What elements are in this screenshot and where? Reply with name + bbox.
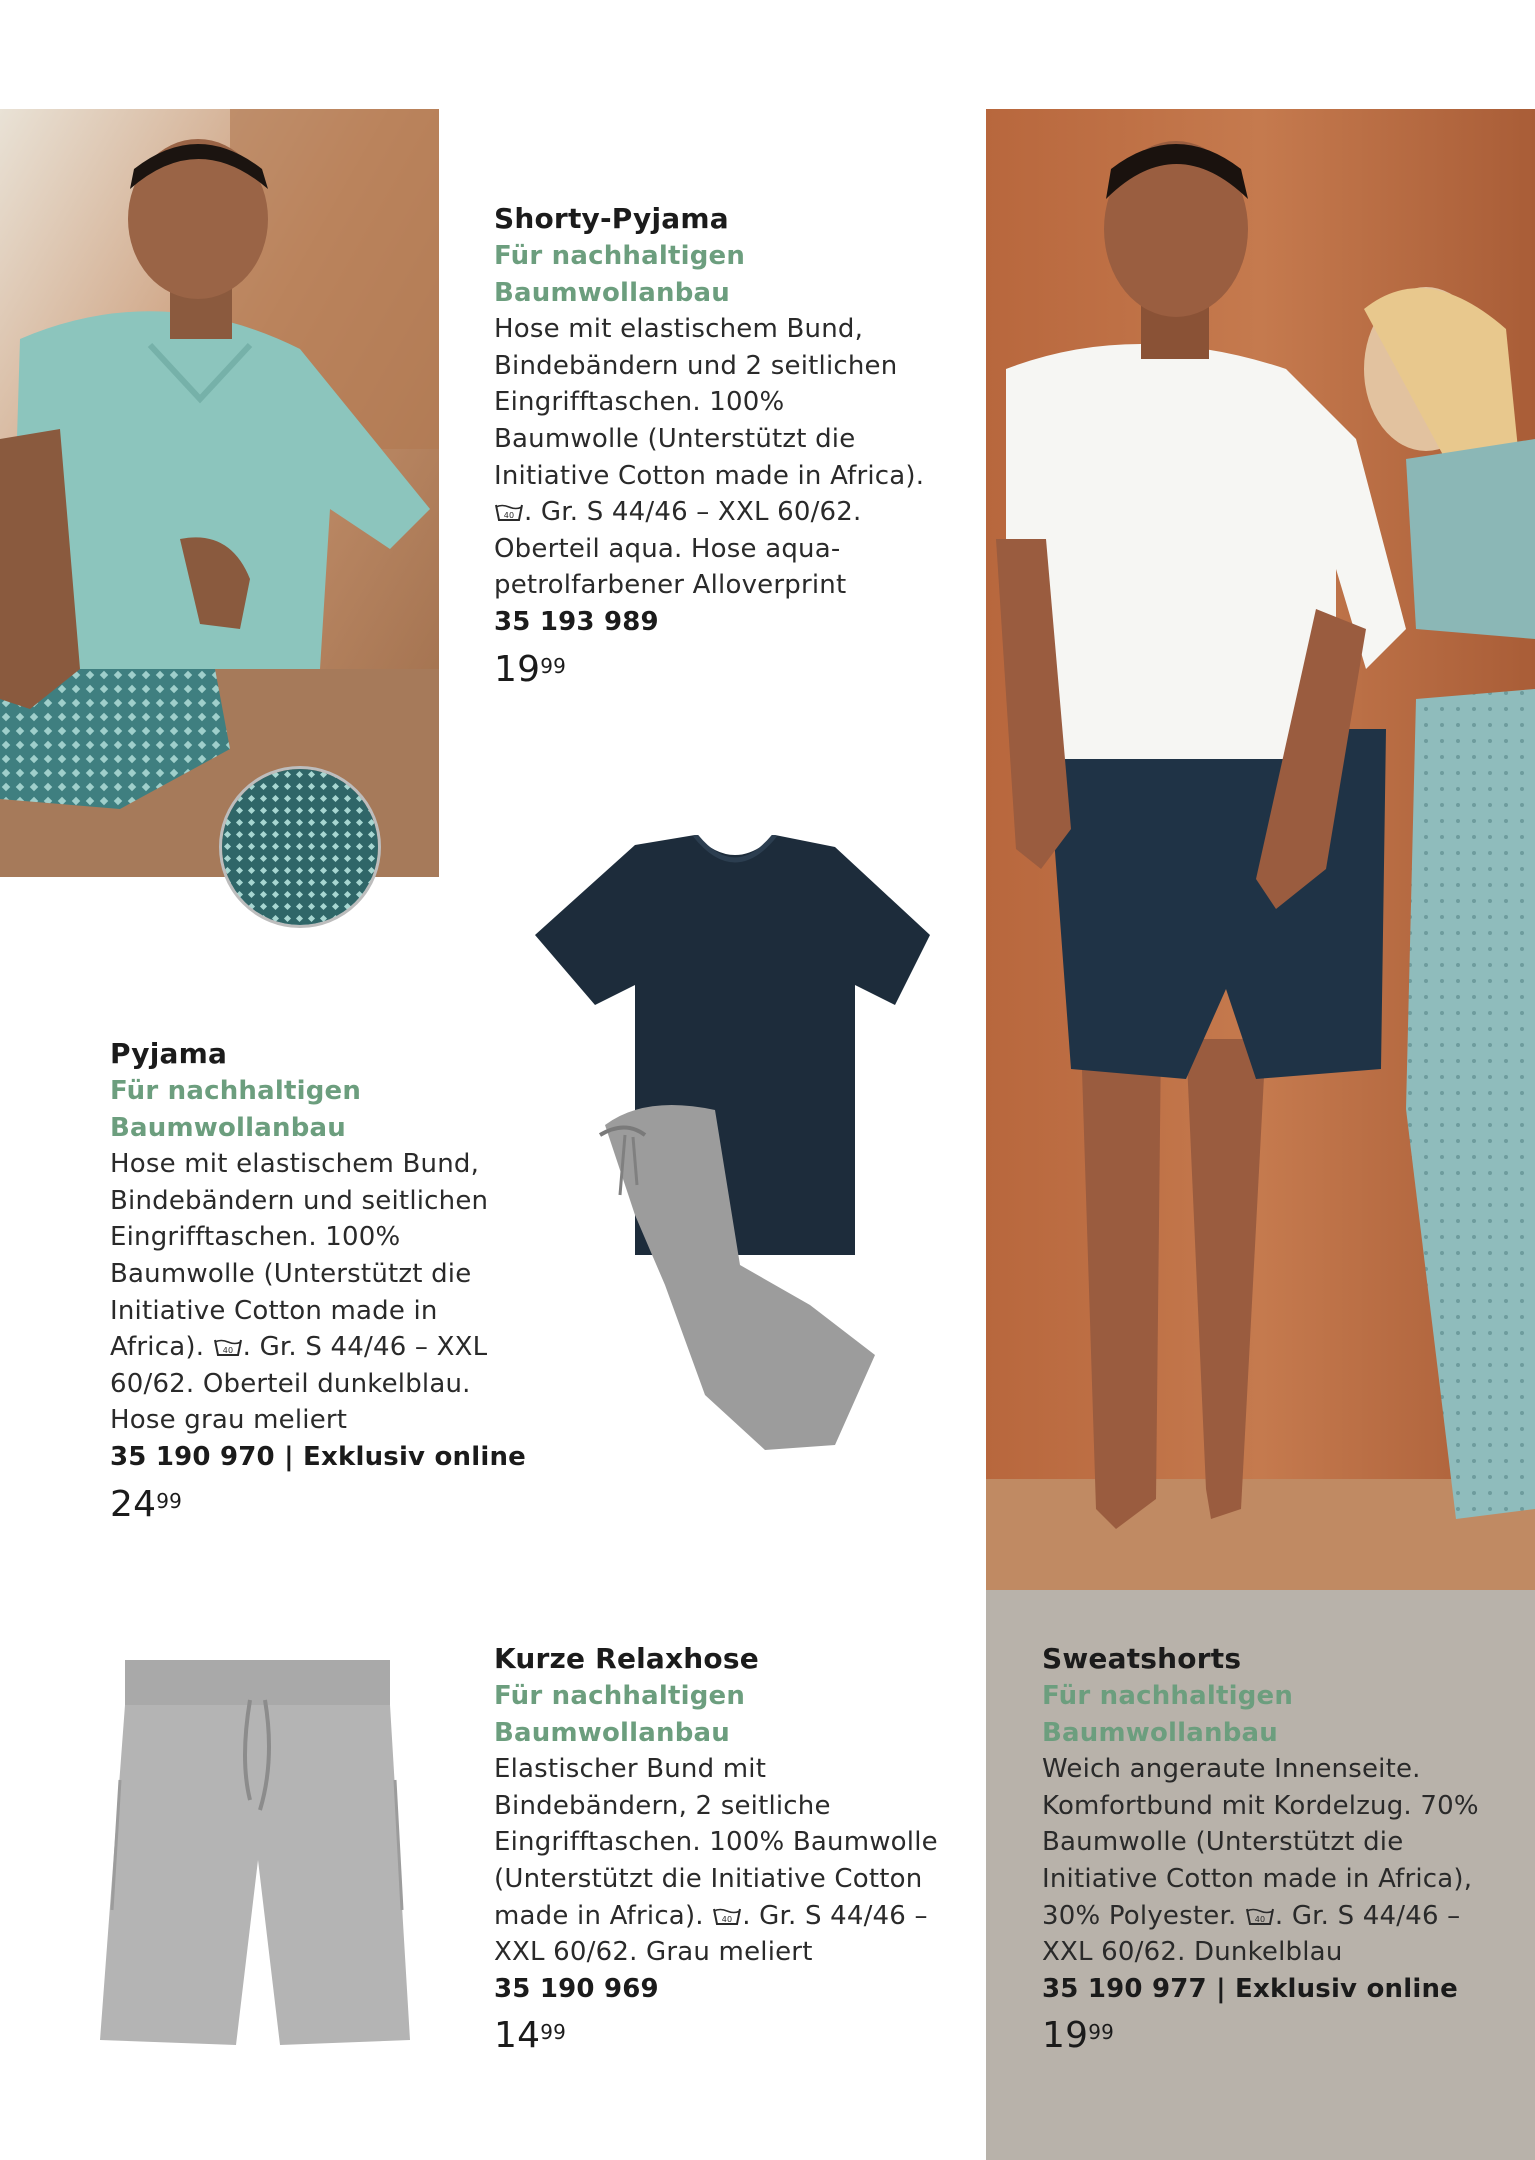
wash-40-icon (1245, 1906, 1275, 1926)
product-kurze-relaxhose (494, 1640, 944, 2059)
product-image-pyjama (525, 835, 945, 1485)
product-title: Shorty-Pyjama (494, 202, 729, 235)
description-text: Elastischer Bund mit Bindebändern, 2 seitliche Eingrifftaschen. 100% Baumwolle (Unterstützt die Initiative Cotton made in Africa). (494, 1754, 938, 1931)
eco-label: Für nachhaltigen Baumwollanbau (494, 241, 746, 308)
eco-label: Für nachhaltigen Baumwollanbau (1042, 1681, 1294, 1748)
price (494, 647, 934, 693)
eco-label: Für nachhaltigen Baumwollanbau (110, 1076, 362, 1143)
description-text: Weich angeraute Innenseite. Komfortbund mit Kordelzug. 70% Baumwolle (Unterstützt die Initiative Cotton made in Africa), 30% Polyester. (1042, 1754, 1479, 1931)
wash-temperature-label: 40 (721, 1914, 733, 1924)
article-number: 35 190 969 (494, 1973, 659, 2004)
product-title: Pyjama (110, 1037, 228, 1070)
photo-shorty-pyjama-model (0, 109, 439, 877)
price-main: 19 (494, 648, 541, 690)
eco-label: Für nachhaltigen Baumwollanbau (494, 1681, 746, 1748)
description-text: Hose mit elastischem Bund, Bindebändern und seitlichen Eingrifftaschen. 100% Baumwolle (Unterstützt die Initiative Cotton made in Africa). (110, 1149, 489, 1363)
description-text-sizes: . Gr. S 44/46 – XXL 60/62. Oberteil aqua. Hose aqua-petrolfarbener Alloverprint (494, 497, 862, 601)
product-title: Sweatshorts (1042, 1642, 1242, 1675)
wash-40-icon (712, 1906, 742, 1926)
price-cents: 99 (540, 2020, 567, 2045)
wash-temperature-label: 40 (222, 1346, 233, 1356)
product-image-relaxhose (100, 1660, 415, 2045)
product-title: Kurze Relaxhose (494, 1642, 759, 1675)
product-sweatshorts (1042, 1640, 1502, 2059)
product-description (494, 311, 934, 604)
couple-model-image (986, 109, 1535, 1590)
article-number: 35 193 989 (494, 606, 659, 637)
description-text-sizes: . Gr. S 44/46 – XXL 60/62. Oberteil dunkelblau. Hose grau meliert (110, 1332, 488, 1436)
price-cents: 99 (540, 653, 567, 678)
price (110, 1482, 530, 1528)
price-main: 24 (110, 1483, 157, 1525)
wash-40-icon (213, 1337, 243, 1357)
wash-temperature-label: 40 (503, 511, 515, 521)
price-cents: 99 (156, 1488, 183, 1513)
wash-temperature-label: 40 (1254, 1914, 1266, 1924)
price (494, 2013, 944, 2059)
description-text: Hose mit elastischem Bund, Bindebändern und 2 seitlichen Eingrifftaschen. 100% Baumwolle (Unterstützt die Initiative Cotton made in Africa). (494, 314, 925, 491)
product-description (494, 1751, 944, 1971)
product-shorty-pyjama (494, 200, 934, 693)
article-number: 35 190 977 | Exklusiv online (1042, 1973, 1459, 2004)
wash-40-icon (494, 502, 524, 522)
price (1042, 2013, 1502, 2059)
photo-couple-sweatshorts (986, 109, 1535, 1590)
shorty-pyjama-model-image (0, 109, 439, 877)
product-description (110, 1146, 530, 1439)
price-cents: 99 (1088, 2020, 1115, 2045)
fabric-swatch-pattern (219, 766, 381, 928)
price-main: 14 (494, 2015, 541, 2057)
price-main: 19 (1042, 2015, 1089, 2057)
product-description (1042, 1751, 1502, 1971)
description-text-sizes: . Gr. S 44/46 – XXL 60/62. Dunkelblau (1042, 1900, 1461, 1968)
description-text-sizes: . Gr. S 44/46 – XXL 60/62. Grau meliert (494, 1900, 928, 1968)
article-number: 35 190 970 | Exklusiv online (110, 1441, 527, 1472)
product-pyjama (110, 1035, 530, 1528)
